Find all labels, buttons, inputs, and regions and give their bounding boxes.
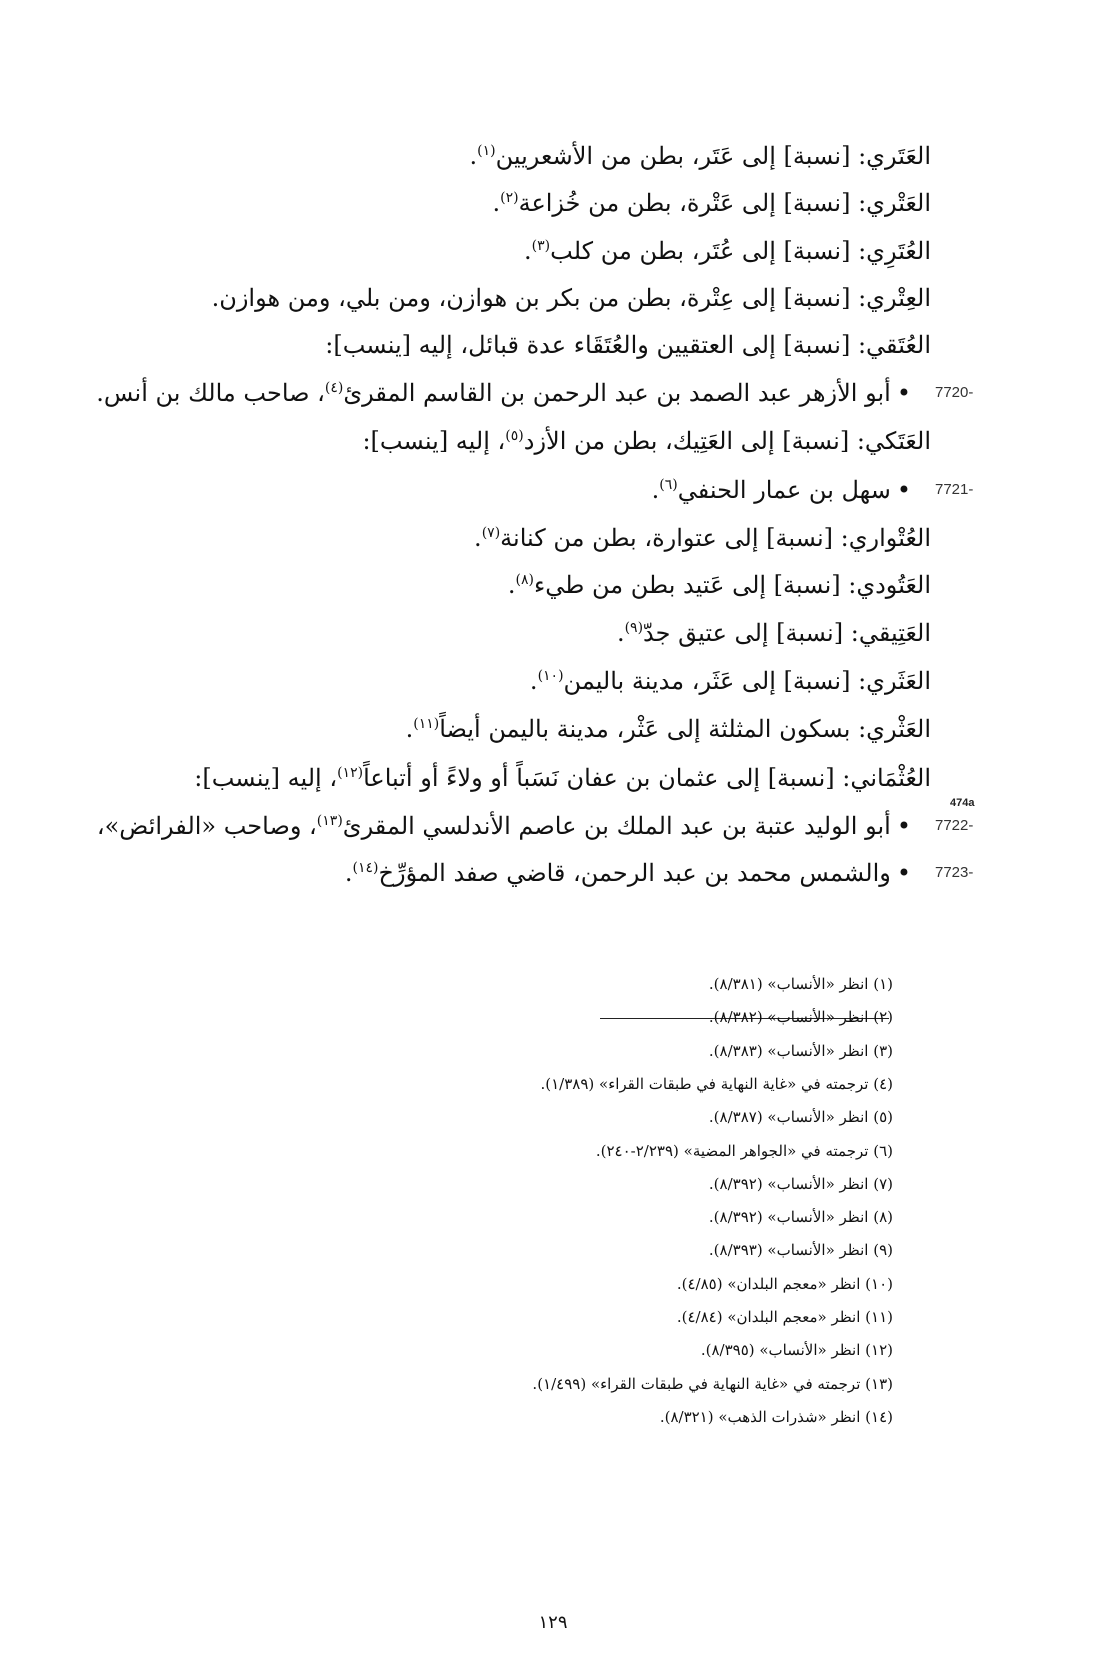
entry-number: 7723- bbox=[935, 864, 974, 881]
entry-text: العَثْري: بسكون المثلثة إلى عَثْر، مدينة باليمن أيضاً bbox=[439, 715, 931, 743]
entry-text: العُثْمَاني: [نسبة] إلى عثمان بن عفان نَسَباً أو ولاءً أو أتباعاً bbox=[363, 764, 931, 792]
nisba-entry bbox=[212, 280, 931, 316]
nisba-entry bbox=[362, 423, 931, 459]
person-entry bbox=[652, 472, 911, 508]
footnote-marker: (٤) bbox=[324, 380, 344, 396]
entry-tail: . bbox=[474, 524, 482, 552]
bullet-icon: • bbox=[896, 476, 911, 504]
entry-text: العُتَقي: [نسبة] إلى العتقيين والعُتَقَاء عدة قبائل، إليه [ينسب]: bbox=[325, 331, 931, 359]
footnote-marker: (١٠) bbox=[537, 668, 564, 684]
footnote: (٢) انظر «الأنساب» (٨/٣٨٢). bbox=[708, 1008, 893, 1027]
nisba-entry bbox=[530, 663, 931, 699]
nisba-entry bbox=[406, 711, 931, 747]
footnote-marker: (٥) bbox=[505, 428, 524, 444]
footnote-marker: (٧) bbox=[481, 525, 501, 541]
bullet-icon: • bbox=[896, 812, 911, 840]
person-entry bbox=[345, 855, 911, 891]
footnote: (٦) ترجمته في «الجواهر المضية» (٢/٢٣٩-٢٤٠). bbox=[595, 1141, 893, 1160]
bullet-icon: • bbox=[896, 859, 911, 887]
footnote-marker: (١٣) bbox=[316, 813, 343, 829]
entry-text: العُتَرِي: [نسبة] إلى عُتَر، بطن من كلب bbox=[550, 237, 931, 265]
entry-tail: ، إليه [ينسب]: bbox=[362, 427, 506, 455]
nisba-entry bbox=[492, 185, 931, 221]
nisba-entry bbox=[325, 327, 931, 363]
footnote-marker: (١٤) bbox=[352, 860, 379, 876]
entry-text: العُتْواري: [نسبة] إلى عتوارة، بطن من كنانة bbox=[500, 524, 931, 552]
entry-text: العَتَري: [نسبة] إلى عَتَر، بطن من الأشعريين bbox=[495, 142, 931, 170]
footnote: (٤) ترجمته في «غاية النهاية في طبقات القراء» (١/٣٨٩). bbox=[540, 1074, 893, 1093]
entry-number: 7721- bbox=[935, 481, 974, 498]
footnote-marker: (٦) bbox=[659, 477, 678, 493]
entry-tail: . bbox=[507, 571, 516, 599]
footnote: (٨) انظر «الأنساب» (٨/٣٩٢). bbox=[708, 1208, 893, 1227]
entry-tail: . bbox=[524, 237, 532, 265]
footnote-marker: (١) bbox=[477, 143, 496, 159]
entry-tail: ، إليه [ينسب]: bbox=[194, 764, 338, 792]
entry-number: 7720- bbox=[935, 384, 974, 401]
nisba-entry bbox=[194, 760, 931, 796]
footnote-marker: (٨) bbox=[515, 572, 534, 588]
nisba-entry bbox=[474, 520, 931, 556]
footnote: (١٢) انظر «الأنساب» (٨/٣٩٥). bbox=[700, 1341, 893, 1360]
entry-text: أبو الأزهر عبد الصمد بن عبد الرحمن بن القاسم المقرئ bbox=[343, 379, 891, 407]
entry-tail: . bbox=[492, 189, 501, 217]
entry-text: أبو الوليد عتبة بن عبد الملك بن عاصم الأندلسي المقرئ bbox=[342, 812, 891, 840]
footnote: (٩) انظر «الأنساب» (٨/٣٩٣). bbox=[708, 1241, 893, 1260]
nisba-entry bbox=[470, 138, 932, 174]
nisba-entry bbox=[617, 615, 931, 651]
entry-number: 7722- bbox=[935, 817, 974, 834]
person-entry bbox=[96, 375, 911, 411]
entry-tail: ، صاحب مالك بن أنس. bbox=[96, 379, 325, 407]
footnote: (١٤) انظر «شذرات الذهب» (٨/٣٢١). bbox=[659, 1407, 893, 1426]
entry-tail: . bbox=[405, 715, 414, 743]
footnote: (١٠) انظر «معجم البلدان» (٤/٨٥). bbox=[676, 1274, 893, 1293]
entry-tail: . bbox=[529, 667, 538, 695]
footnote: (٧) انظر «الأنساب» (٨/٣٩٢). bbox=[708, 1174, 893, 1193]
nisba-entry bbox=[524, 233, 931, 269]
footnote: (١٣) ترجمته في «غاية النهاية في طبقات القراء» (١/٤٩٩). bbox=[532, 1374, 893, 1393]
footnote-marker: (١١) bbox=[413, 716, 440, 732]
entry-text: سهل بن عمار الحنفي bbox=[677, 476, 891, 504]
entry-tail: . bbox=[651, 476, 660, 504]
person-entry bbox=[97, 808, 911, 844]
footnote-marker: (٢) bbox=[500, 190, 519, 206]
footnote-marker: (٩) bbox=[624, 620, 644, 636]
footnote: (٥) انظر «الأنساب» (٨/٣٨٧). bbox=[708, 1108, 893, 1127]
manuscript-folio-ref: 474a bbox=[950, 797, 975, 809]
entry-text: العِتْري: [نسبة] إلى عِتْرة، بطن من بكر بن هوازن، ومن بلي، ومن هوازن. bbox=[211, 284, 931, 312]
entry-tail: . bbox=[469, 142, 478, 170]
entry-tail: . bbox=[344, 859, 353, 887]
footnote-marker: (١٢) bbox=[337, 765, 364, 781]
entry-text: العَثَري: [نسبة] إلى عَثَر، مدينة باليمن bbox=[563, 667, 931, 695]
entry-tail: . bbox=[616, 619, 625, 647]
footnote-marker: (٣) bbox=[531, 238, 551, 254]
entry-text: العَتِيقي: [نسبة] إلى عتيق جدّ bbox=[643, 619, 931, 647]
footnote: (٣) انظر «الأنساب» (٨/٣٨٣). bbox=[708, 1041, 893, 1060]
entry-text: العَتُودي: [نسبة] إلى عَتيد بطن من طيء bbox=[534, 571, 931, 599]
entry-tail: ، وصاحب «الفرائض»، bbox=[96, 812, 317, 840]
entry-text: العَتَكي: [نسبة] إلى العَتِيك، بطن من الأزد bbox=[523, 427, 931, 455]
entry-text: العَتْري: [نسبة] إلى عَتْرة، بطن من خُزاعة bbox=[518, 189, 931, 217]
footnote: (١١) انظر «معجم البلدان» (٤/٨٤). bbox=[676, 1308, 893, 1326]
page-number: ١٢٩ bbox=[538, 1612, 568, 1633]
bullet-icon: • bbox=[896, 379, 911, 407]
footnote: (١) انظر «الأنساب» (٨/٣٨١). bbox=[708, 975, 893, 993]
entry-text: والشمس محمد بن عبد الرحمن، قاضي صفد المؤرِّخ bbox=[378, 859, 891, 887]
nisba-entry bbox=[508, 567, 931, 603]
